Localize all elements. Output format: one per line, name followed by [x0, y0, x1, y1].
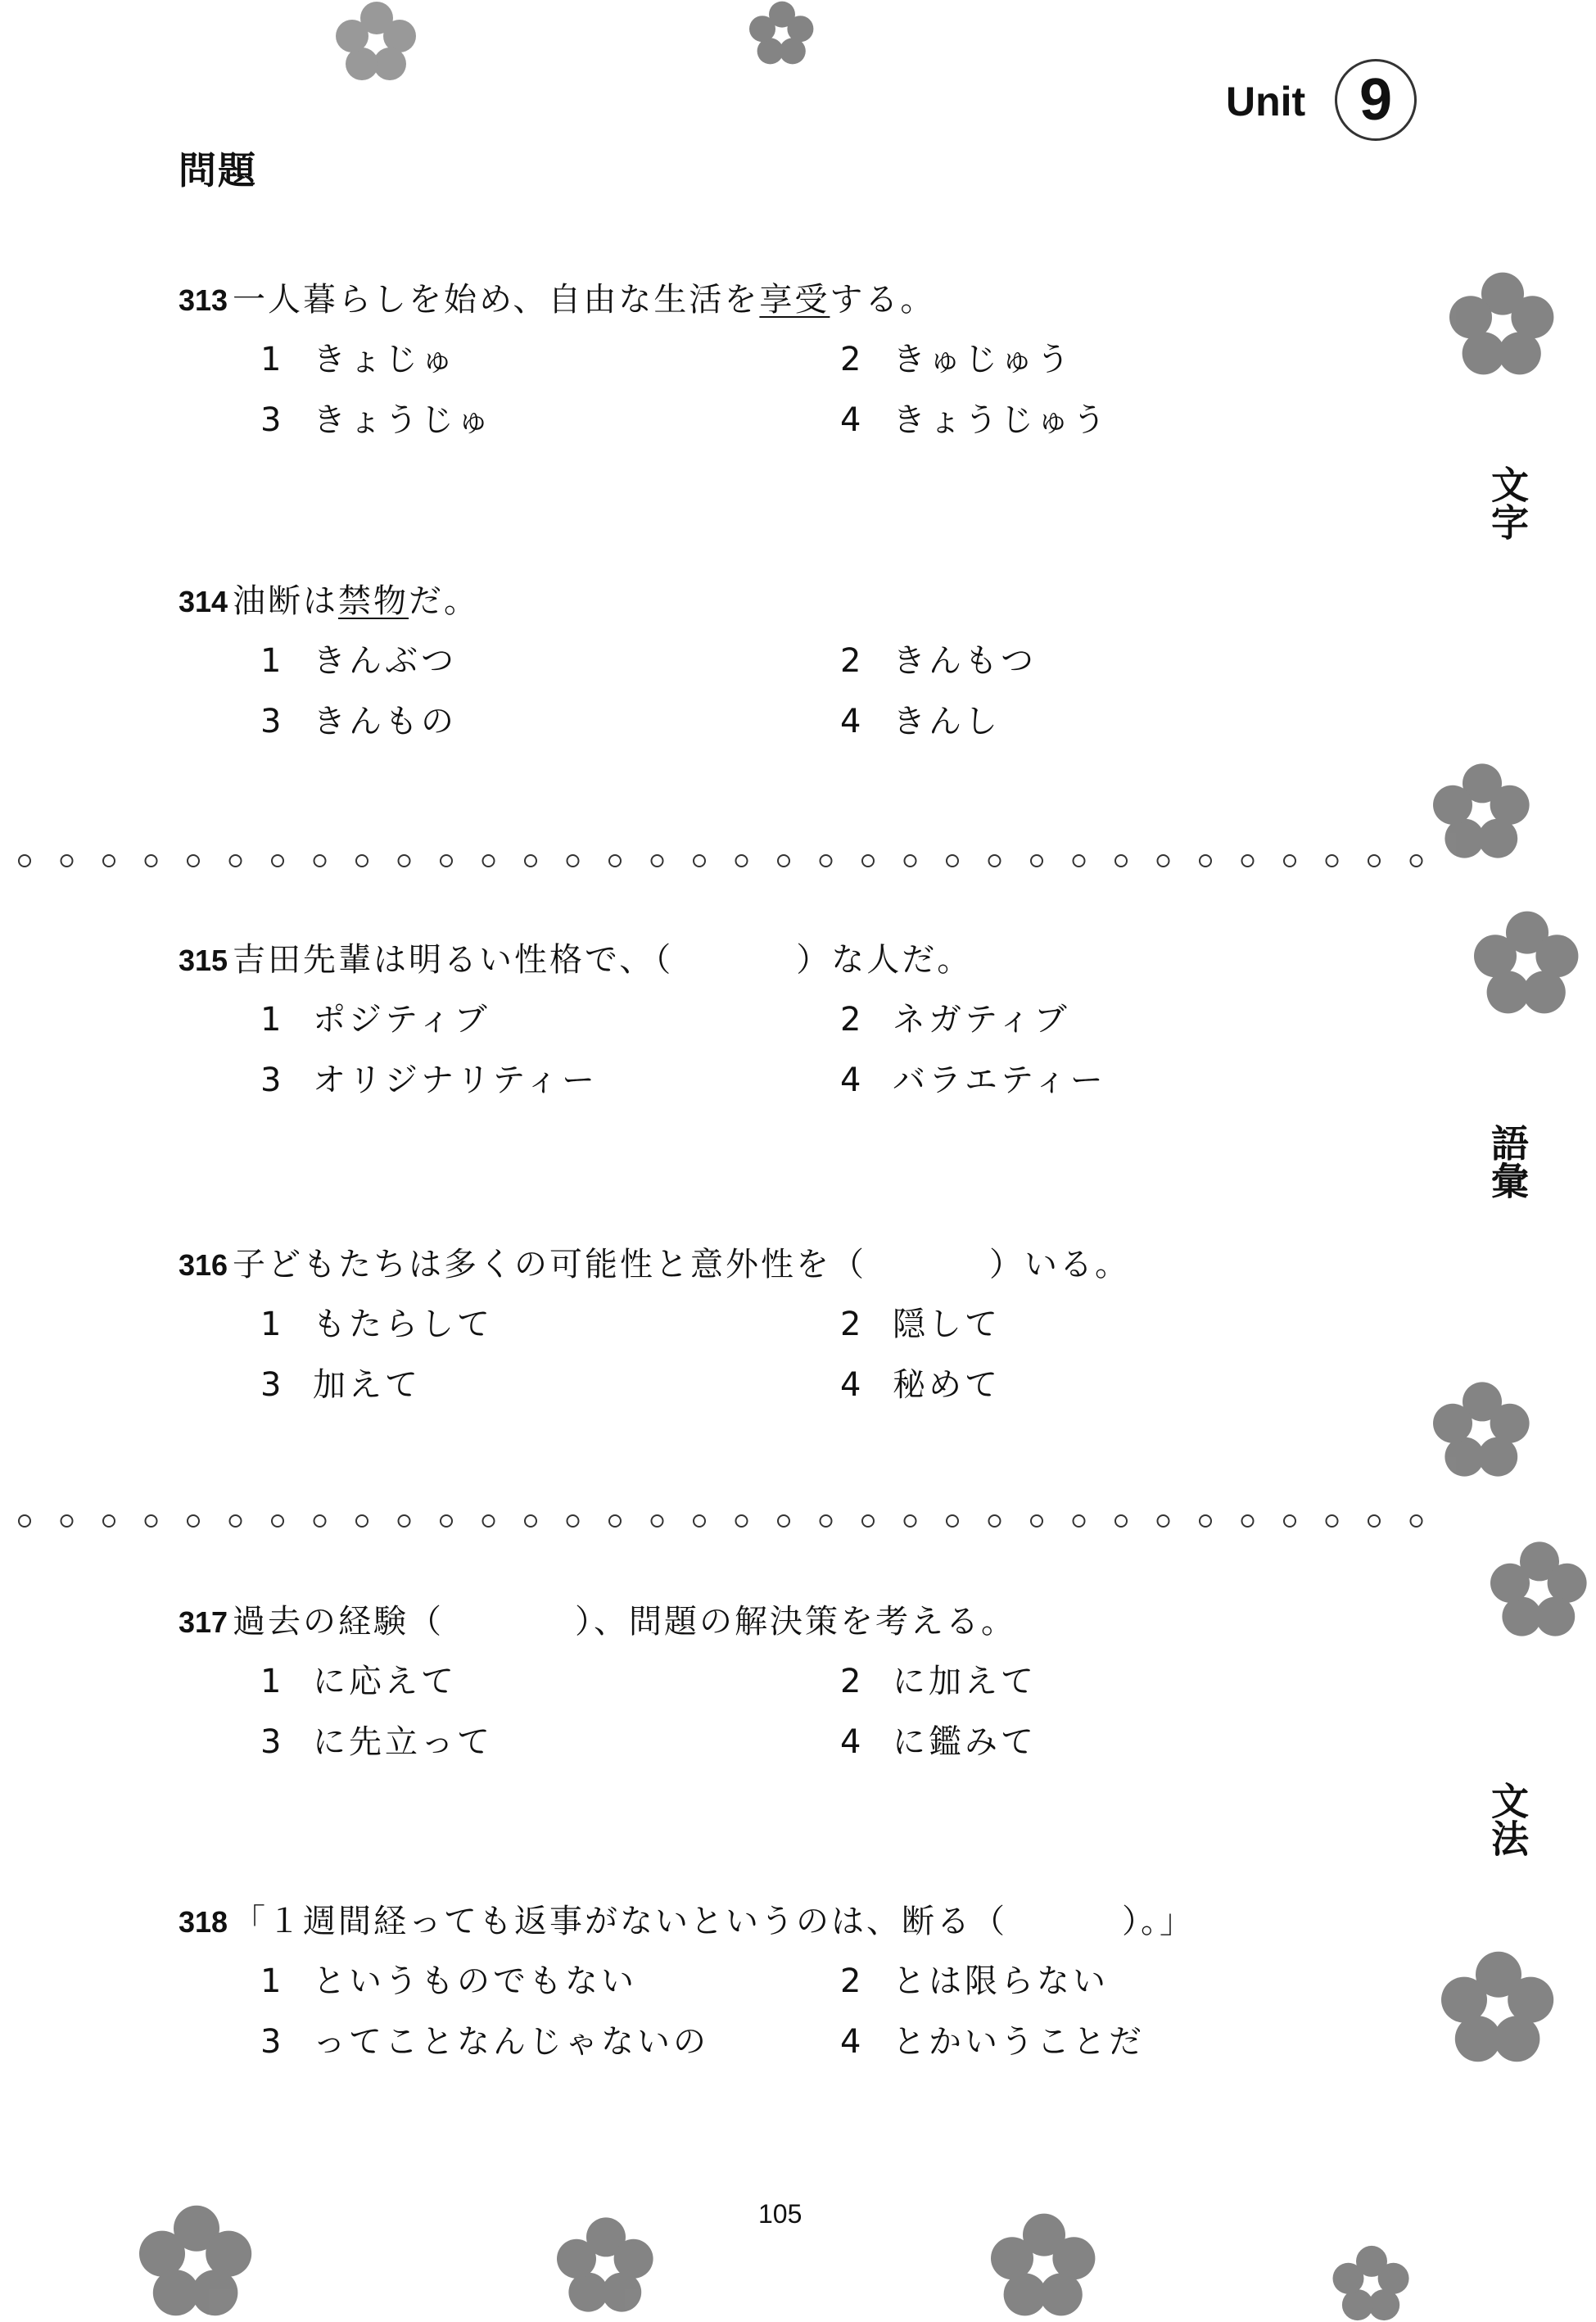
question-number: 317 [179, 1605, 228, 1639]
divider-dot [947, 1515, 958, 1527]
option-text: バラエティー [893, 1061, 1106, 1099]
question-number: 314 [179, 585, 228, 618]
divider-dot [862, 855, 874, 867]
stem-text: だ。 [409, 582, 479, 620]
option-number: 4 [840, 1723, 865, 1761]
stem-text: 過去の経験（ [233, 1603, 444, 1641]
option-number: 1 [260, 1306, 285, 1343]
option-number: 4 [840, 1366, 865, 1404]
divider-dot [230, 1515, 242, 1527]
option-2[interactable] [840, 998, 1070, 1041]
option-text: に鑑みて [893, 1723, 1037, 1761]
option-number: 2 [840, 642, 865, 680]
option-number: 4 [840, 703, 865, 740]
flower-decoration [1433, 762, 1531, 860]
option-number: 3 [260, 703, 285, 740]
divider-dot [103, 855, 115, 867]
option-text: とは限らない [893, 1962, 1109, 2000]
underlined-word: 享受 [759, 281, 830, 319]
option-text: もたらして [313, 1306, 493, 1343]
flower-decoration [1490, 1540, 1589, 1638]
option-list [179, 1303, 1407, 1426]
option-number: 2 [840, 1663, 865, 1700]
question-stem [179, 1600, 1407, 1644]
divider-dot [1368, 1515, 1380, 1527]
divider-dot [19, 855, 30, 867]
option-1[interactable] [260, 338, 457, 381]
option-text: きんぶつ [313, 642, 457, 680]
option-number: 2 [840, 1306, 865, 1343]
option-4[interactable] [840, 2021, 1145, 2063]
divider-dot [230, 855, 242, 867]
divider-dot [1200, 855, 1211, 867]
option-number: 2 [840, 341, 865, 378]
option-2[interactable] [840, 1303, 1001, 1346]
option-text: きんもの [313, 703, 457, 740]
option-number: 3 [260, 401, 285, 439]
divider-dot [609, 855, 621, 867]
divider-dot [356, 855, 368, 867]
divider-dot [1368, 855, 1380, 867]
divider-dot [314, 855, 326, 867]
flower-decoration [1474, 909, 1580, 1016]
stem-text: 一人暮らしを始め、自由な生活を [233, 281, 760, 319]
option-number: 1 [260, 1962, 285, 2000]
option-number: 4 [840, 401, 865, 439]
option-list [179, 1960, 1407, 2083]
question-number: 315 [179, 944, 228, 977]
option-1[interactable] [260, 1960, 637, 2003]
divider-dot [989, 855, 1001, 867]
flower-decoration [737, 0, 827, 66]
option-text: 隠して [893, 1306, 1001, 1343]
question-stem [179, 580, 1407, 623]
divider-dot [1115, 1515, 1127, 1527]
option-4[interactable] [840, 1059, 1106, 1102]
divider-dot [1115, 855, 1127, 867]
divider-dot [314, 1515, 326, 1527]
divider-dot [694, 855, 705, 867]
option-3[interactable] [260, 1364, 421, 1406]
option-3[interactable] [260, 1721, 493, 1763]
divider-dot [441, 855, 452, 867]
divider-dot [1074, 855, 1085, 867]
divider-dot [146, 855, 157, 867]
option-number: 3 [260, 2023, 285, 2061]
divider-dot [736, 855, 748, 867]
page-number: 105 [758, 2199, 803, 2229]
option-2[interactable] [840, 1960, 1109, 2003]
option-number: 1 [260, 341, 285, 378]
option-3[interactable] [260, 399, 493, 441]
divider-dot [1242, 1515, 1254, 1527]
option-text: ってことなんじゃないの [313, 2023, 709, 2061]
option-list [179, 1660, 1407, 1783]
divider-dot [778, 1515, 789, 1527]
divider-dot [905, 855, 916, 867]
flower-decoration [1441, 1949, 1556, 2064]
divider-dot [862, 1515, 874, 1527]
option-4[interactable] [840, 399, 1109, 441]
option-3[interactable] [260, 1059, 598, 1102]
option-text: ポジティブ [313, 1001, 491, 1039]
option-number: 1 [260, 1001, 285, 1039]
option-list [179, 998, 1407, 1121]
stem-text: ）。」 [1122, 1903, 1195, 1940]
option-1[interactable] [260, 998, 491, 1041]
divider-dot [609, 1515, 621, 1527]
question-stem [179, 1243, 1407, 1287]
side-label-bunpou-text: 文法 [1485, 1781, 1530, 1857]
divider-dot [483, 855, 495, 867]
divider-dot [525, 855, 536, 867]
section-divider [15, 850, 1431, 871]
divider-dot [905, 1515, 916, 1527]
divider-dot [778, 855, 789, 867]
option-text: きょじゅ [313, 341, 457, 378]
divider-dot [1327, 1515, 1338, 1527]
option-number: 4 [840, 1061, 865, 1099]
option-4[interactable] [840, 1721, 1037, 1763]
option-number: 1 [260, 1663, 285, 1700]
stem-text: 子どもたちは多くの可能性と意外性を（ [233, 1246, 866, 1283]
divider-dot [356, 1515, 368, 1527]
option-1[interactable] [260, 1660, 457, 1703]
divider-dot [146, 1515, 157, 1527]
option-text: に先立って [313, 1723, 493, 1761]
option-number: 2 [840, 1001, 865, 1039]
option-text: きゅじゅう [893, 341, 1073, 378]
stem-text: ）な人だ。 [796, 941, 973, 979]
divider-dot [652, 1515, 663, 1527]
flower-decoration [991, 2211, 1097, 2318]
stem-text: 油断は [233, 582, 338, 620]
option-number: 3 [260, 1061, 285, 1099]
divider-dot [525, 1515, 536, 1527]
divider-dot [399, 1515, 410, 1527]
option-text: きんもつ [893, 642, 1037, 680]
option-text: とかいうことだ [893, 2023, 1145, 2061]
divider-dot [736, 1515, 748, 1527]
option-number: 1 [260, 642, 285, 680]
flower-decoration [328, 0, 426, 82]
stem-text: する。 [830, 281, 936, 319]
stem-text: ）いる。 [989, 1246, 1130, 1283]
divider-dot [441, 1515, 452, 1527]
divider-dot [694, 1515, 705, 1527]
option-3[interactable] [260, 2021, 709, 2063]
divider-dot [272, 1515, 283, 1527]
divider-dot [1411, 855, 1422, 867]
unit-label: Unit [1226, 79, 1306, 124]
divider-dot [1031, 1515, 1042, 1527]
divider-dot [1074, 1515, 1085, 1527]
divider-dot [1158, 855, 1169, 867]
side-label-goi [1485, 1124, 1530, 1207]
section-divider [15, 1510, 1431, 1532]
option-1[interactable] [260, 640, 457, 682]
question-stem [179, 278, 1407, 322]
question-316 [179, 1243, 1407, 1426]
divider-dot [1158, 1515, 1169, 1527]
option-text: オリジナリティー [313, 1061, 598, 1099]
divider-dot [103, 1515, 115, 1527]
divider-dot [821, 1515, 832, 1527]
divider-dot [61, 855, 73, 867]
question-318 [179, 1900, 1407, 2083]
divider-dot [61, 1515, 73, 1527]
question-313 [179, 278, 1407, 461]
side-label-bunpou [1485, 1781, 1530, 1865]
option-text: ネガティブ [893, 1001, 1070, 1039]
underlined-word: 禁物 [338, 582, 409, 620]
option-text: きょうじゅう [893, 401, 1109, 439]
option-text: というものでもない [313, 1962, 637, 2000]
option-text: に加えて [893, 1663, 1037, 1700]
option-number: 4 [840, 2023, 865, 2061]
option-list [179, 640, 1407, 763]
question-number: 316 [179, 1248, 228, 1282]
divider-dot [272, 855, 283, 867]
divider-dot [989, 1515, 1001, 1527]
divider-dot [652, 855, 663, 867]
question-314 [179, 580, 1407, 763]
option-3[interactable] [260, 700, 457, 743]
divider-dot [1411, 1515, 1422, 1527]
divider-dot [567, 1515, 579, 1527]
option-list [179, 338, 1407, 461]
flower-decoration [139, 2203, 254, 2318]
side-label-goi-text: 語彙 [1485, 1124, 1530, 1199]
option-1[interactable] [260, 1303, 493, 1346]
divider-dot [483, 1515, 495, 1527]
option-text: 秘めて [893, 1366, 1001, 1404]
option-2[interactable] [840, 338, 1073, 381]
flower-decoration [1441, 270, 1564, 377]
unit-number-badge: 9 [1335, 59, 1417, 141]
option-4[interactable] [840, 1364, 1001, 1406]
divider-dot [1284, 1515, 1295, 1527]
option-text: きょうじゅ [313, 401, 493, 439]
divider-dot [1284, 855, 1295, 867]
side-label-moji [1485, 465, 1530, 549]
option-2[interactable] [840, 640, 1037, 682]
option-number: 2 [840, 1962, 865, 2000]
question-number: 313 [179, 283, 228, 317]
option-4[interactable] [840, 700, 1001, 743]
flower-decoration [1327, 2244, 1417, 2322]
divider-dot [399, 855, 410, 867]
divider-dot [1327, 855, 1338, 867]
question-315 [179, 939, 1407, 1121]
option-text: きんし [893, 703, 1001, 740]
divider-dot [567, 855, 579, 867]
section-heading: 問題 [179, 148, 257, 192]
stem-text: ）、問題の解決策を考える。 [575, 1603, 1016, 1641]
divider-dot [1200, 1515, 1211, 1527]
stem-text: 「１週間経っても返事がないというのは、断る（ [233, 1903, 1007, 1940]
divider-dot [19, 1515, 30, 1527]
side-label-moji-text: 文字 [1485, 465, 1530, 541]
option-number: 3 [260, 1723, 285, 1761]
divider-dot [1242, 855, 1254, 867]
option-2[interactable] [840, 1660, 1037, 1703]
question-317 [179, 1600, 1407, 1783]
stem-text: 吉田先輩は明るい性格で、（ [233, 941, 674, 979]
divider-dot [1031, 855, 1042, 867]
flower-decoration [557, 2211, 655, 2318]
divider-dot [188, 855, 199, 867]
option-text: 加えて [313, 1366, 421, 1404]
flower-decoration [1433, 1380, 1531, 1478]
question-number: 318 [179, 1905, 228, 1939]
divider-dot [947, 855, 958, 867]
option-number: 3 [260, 1366, 285, 1404]
question-stem [179, 939, 1407, 982]
divider-dot [188, 1515, 199, 1527]
option-text: に応えて [313, 1663, 457, 1700]
divider-dot [821, 855, 832, 867]
question-stem [179, 1900, 1407, 1944]
